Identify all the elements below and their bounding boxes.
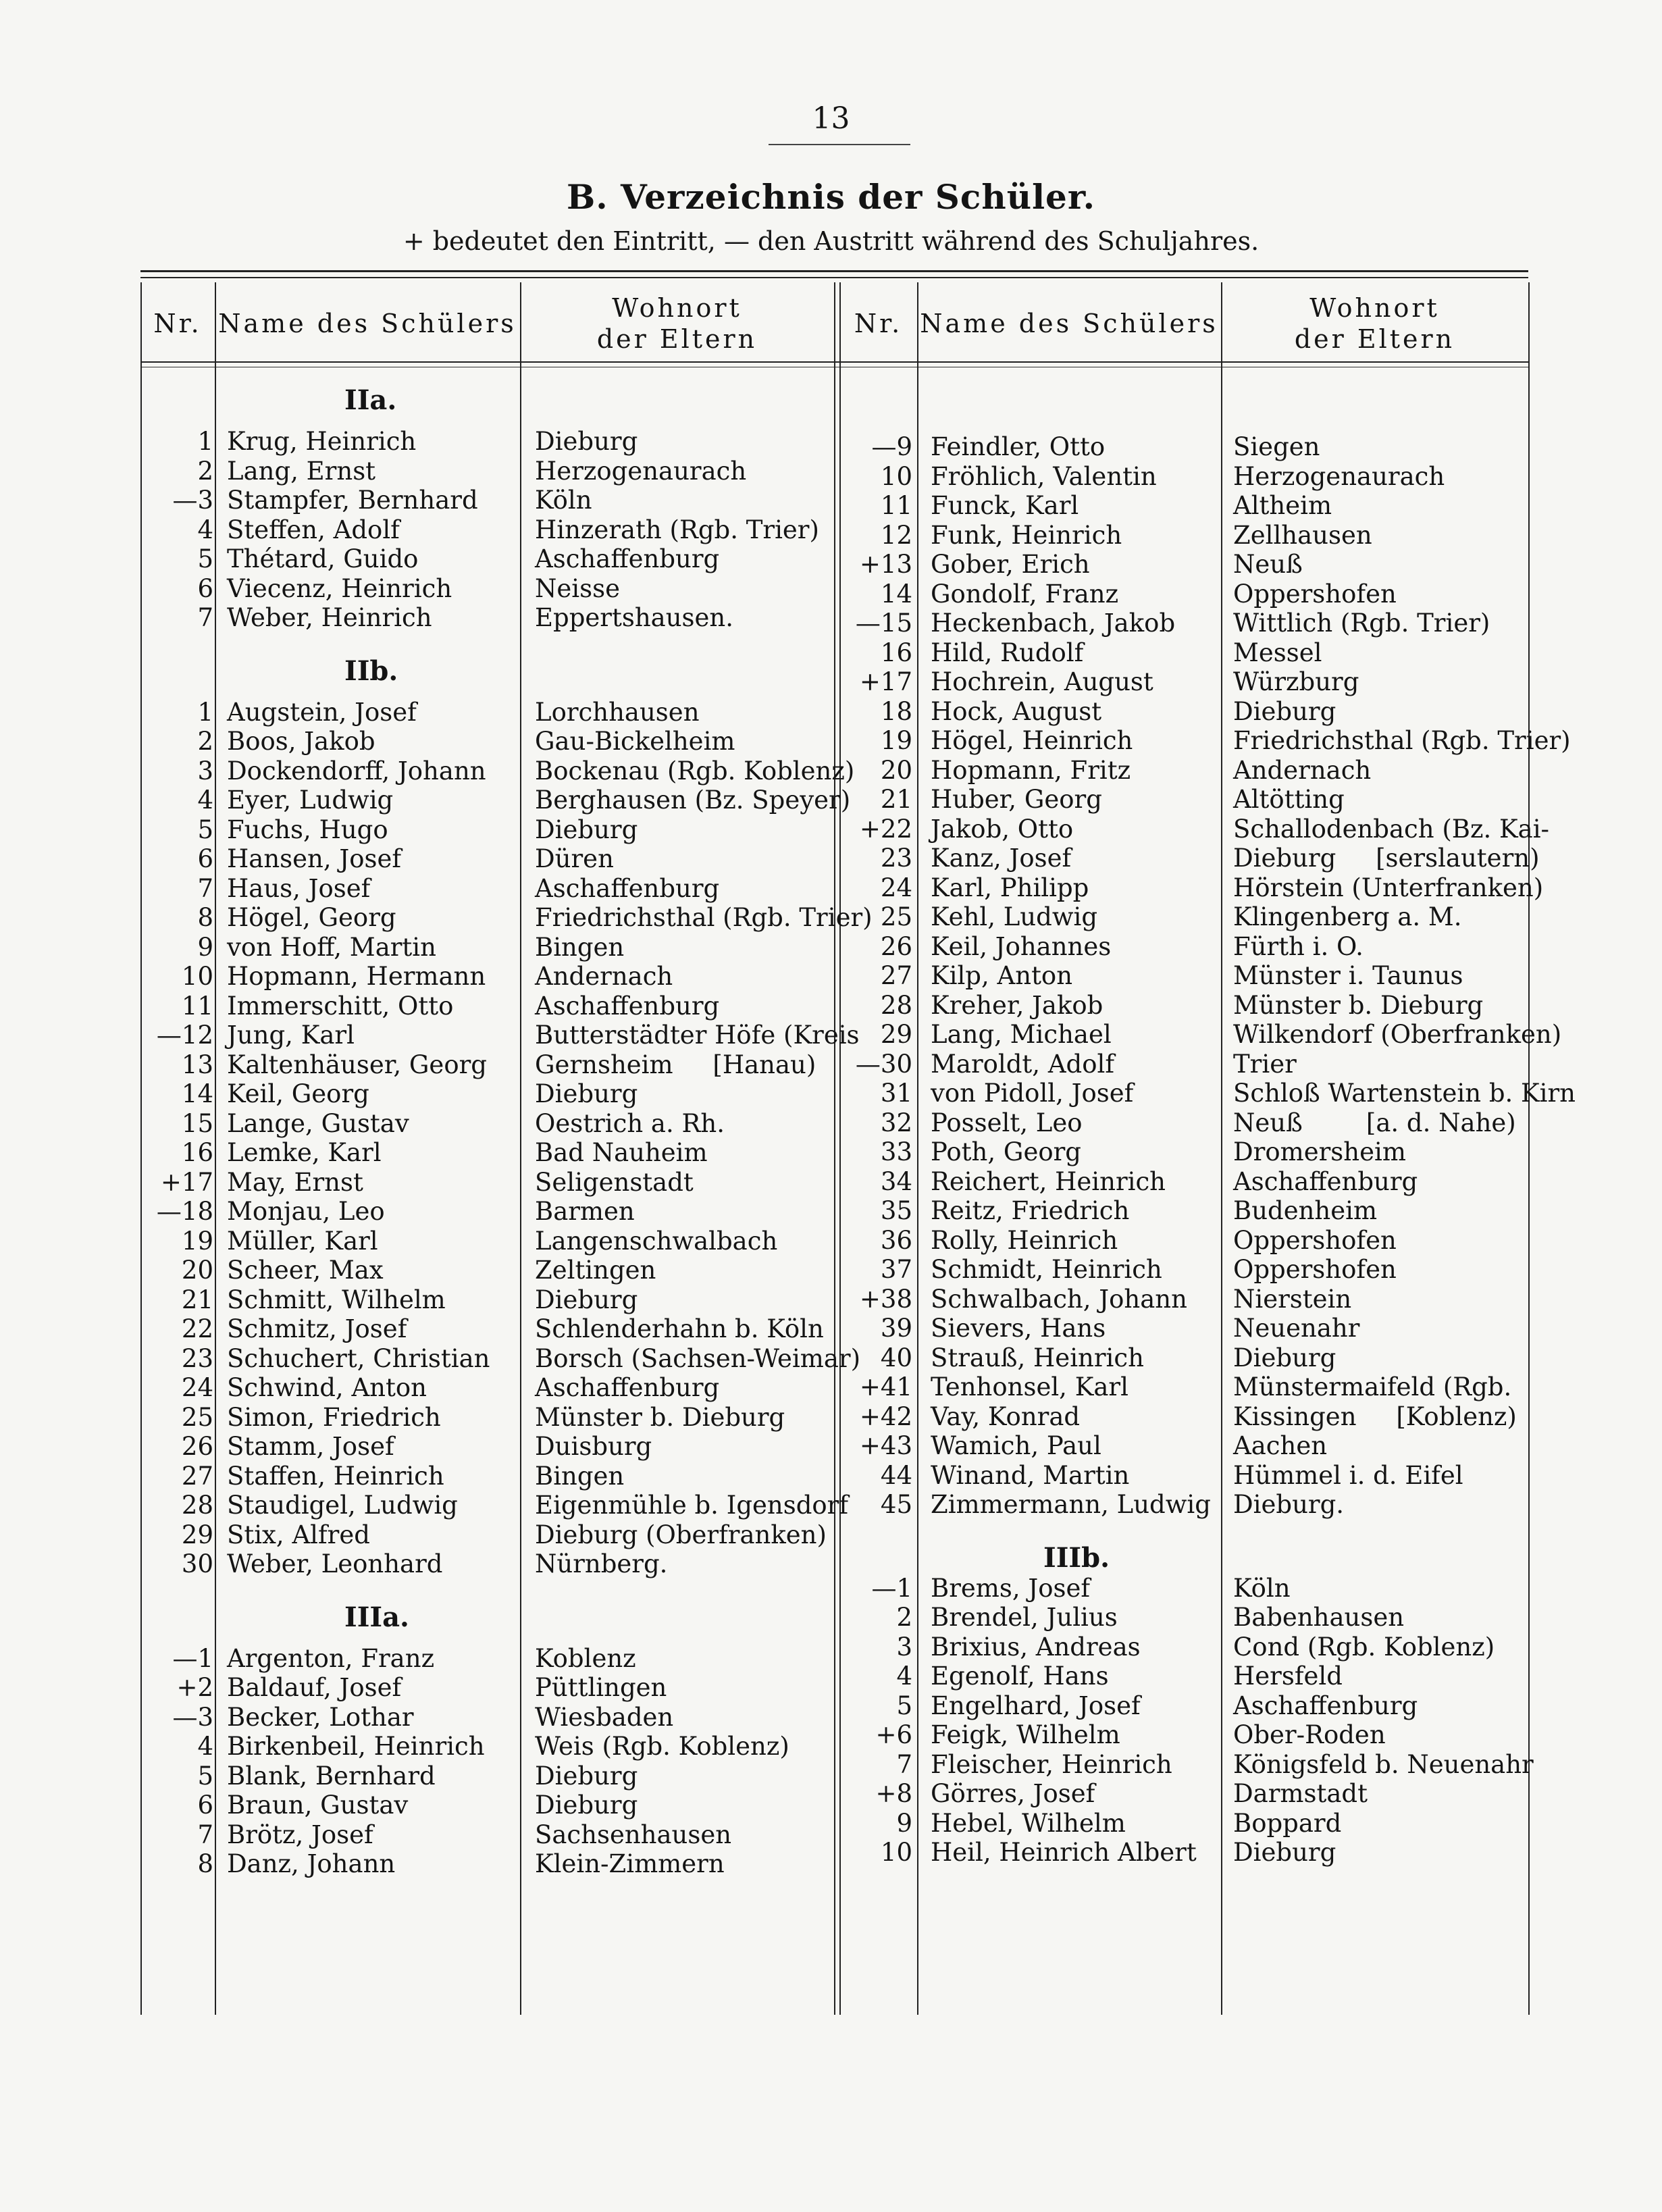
header-wohnort-right: Wohnort der Eltern [1294,293,1455,354]
row-number: 27 [181,1461,213,1491]
header-name-right: Name des Schülers [920,309,1218,339]
row-number: 19 [880,726,912,755]
row-number: 5 [197,544,213,573]
student-name: Hopmann, Hermann [227,962,486,991]
row-number: 6 [197,844,213,873]
row-number: +43 [859,1431,912,1460]
parents-residence: Siegen [1233,432,1320,461]
row-number: 3 [197,756,213,786]
row-number: 3 [896,1632,912,1662]
row-number: 6 [197,1791,213,1820]
student-name: Brems, Josef [931,1573,1091,1603]
row-number: 24 [880,873,912,902]
student-name: Tenhonsel, Karl [931,1372,1128,1401]
parents-residence: Bingen [535,1461,625,1491]
parents-residence: Hümmel i. d. Eifel [1233,1460,1463,1490]
row-number: +13 [859,550,912,579]
row-number: +41 [859,1372,912,1401]
parents-residence: Duisburg [535,1432,652,1461]
student-name: Maroldt, Adolf [931,1049,1115,1079]
row-number: 15 [181,1108,213,1138]
row-number: 23 [880,844,912,873]
header-nr-right: Nr. [854,309,903,339]
student-name: Fleischer, Heinrich [931,1749,1172,1779]
row-number: 23 [181,1343,213,1373]
parents-residence: Klingenberg a. M. [1233,902,1462,931]
parents-residence: Dieburg (Oberfranken) [535,1520,827,1549]
row-number: 45 [880,1490,912,1519]
parents-residence: Königsfeld b. Neuenahr [1233,1749,1534,1779]
student-name: Jakob, Otto [931,814,1074,844]
student-name: Strauß, Heinrich [931,1343,1144,1372]
parents-residence: Bad Nauheim [535,1138,708,1167]
row-number: 2 [896,1603,912,1632]
row-number: 16 [181,1138,213,1167]
row-number: 5 [197,1761,213,1791]
student-name: Funk, Heinrich [931,520,1122,550]
student-name: Funck, Karl [931,491,1079,520]
student-name: Kehl, Ludwig [931,902,1098,931]
row-number: 20 [880,755,912,785]
parents-residence: Dieburg [serslautern) [1233,844,1540,873]
row-number: 29 [880,1020,912,1049]
student-name: Lang, Ernst [227,456,376,486]
student-name: Staudigel, Ludwig [227,1491,458,1520]
student-name: Jung, Karl [227,1021,355,1050]
student-name: Reitz, Friedrich [931,1196,1130,1225]
row-number: 5 [197,815,213,844]
row-number: 37 [880,1255,912,1284]
parents-residence: Neuß [1233,550,1303,579]
student-name: Simon, Friedrich [227,1402,441,1432]
student-name: Schuchert, Christian [227,1343,490,1373]
row-number: 39 [880,1314,912,1343]
parents-residence: Messel [1233,638,1322,667]
row-number: 7 [197,873,213,903]
parents-residence: Wiesbaden [535,1702,674,1732]
parents-residence: Münster b. Dieburg [535,1402,785,1432]
column-divider [1221,282,1222,2015]
row-number: 34 [880,1166,912,1196]
row-number: +6 [875,1720,912,1749]
row-number: 2 [197,456,213,486]
parents-residence: Ober-Roden [1233,1720,1386,1749]
page-number: 13 [812,101,850,136]
student-name: Sievers, Hans [931,1314,1106,1343]
parents-residence: Oppershofen [1233,579,1397,609]
parents-residence: Bockenau (Rgb. Koblenz) [535,756,855,786]
student-name: Kanz, Josef [931,844,1072,873]
parents-residence: Herzogenaurach [535,456,747,486]
student-name: Engelhard, Josef [931,1691,1141,1720]
header-name-left: Name des Schülers [218,309,517,339]
student-name: Wamich, Paul [931,1431,1101,1460]
parents-residence: Püttlingen [535,1673,667,1702]
student-name: Zimmermann, Ludwig [931,1490,1211,1519]
section-title: IIa. [344,384,397,416]
parents-residence: Weis (Rgb. Koblenz) [535,1732,789,1761]
header-wohnort-left: Wohnort der Eltern [596,293,758,354]
student-name: Fuchs, Hugo [227,815,388,844]
row-number: 4 [197,786,213,815]
parents-residence: Babenhausen [1233,1603,1405,1632]
row-number: 27 [880,961,912,990]
parents-residence: Langenschwalbach [535,1226,778,1256]
column-divider [834,282,835,2015]
student-name: Staffen, Heinrich [227,1461,444,1491]
row-number: 28 [880,990,912,1020]
student-name: von Hoff, Martin [227,932,436,962]
parents-residence: Dieburg. [1233,1490,1345,1519]
parents-residence: Aschaffenburg [535,873,720,903]
student-name: Huber, Georg [931,785,1102,814]
row-number: 9 [197,932,213,962]
parents-residence: Dieburg [535,815,638,844]
student-name: Schmitt, Wilhelm [227,1285,446,1314]
student-name: Keil, Georg [227,1079,369,1108]
row-number: 13 [181,1050,213,1079]
student-name: Reichert, Heinrich [931,1166,1166,1196]
section-title: IIIb. [1043,1541,1110,1574]
student-name: Kaltenhäuser, Georg [227,1050,487,1079]
row-number: 31 [880,1079,912,1108]
student-name: Schwalbach, Johann [931,1284,1187,1314]
parents-residence: Altheim [1233,491,1332,520]
parents-residence: Münster b. Dieburg [1233,990,1484,1020]
page-number-rule [769,144,910,145]
parents-residence: Dieburg [535,1791,638,1820]
student-name: Viecenz, Heinrich [227,573,452,603]
parents-residence: Oppershofen [1233,1225,1397,1255]
row-number: 19 [181,1226,213,1256]
student-name: Stix, Alfred [227,1520,370,1549]
row-number: 26 [181,1432,213,1461]
student-name: Brötz, Josef [227,1820,373,1849]
parents-residence: Cond (Rgb. Koblenz) [1233,1632,1495,1662]
student-name: Lange, Gustav [227,1108,409,1138]
parents-residence: Köln [535,486,592,515]
student-name: Krug, Heinrich [227,427,417,456]
parents-residence: Darmstadt [1233,1779,1368,1808]
row-number: 11 [880,491,912,520]
row-number: 9 [896,1808,912,1838]
parents-residence: Friedrichsthal (Rgb. Trier) [535,903,873,932]
row-number: +17 [160,1167,213,1197]
student-name: Stamm, Josef [227,1432,394,1461]
row-number: 21 [181,1285,213,1314]
parents-residence: Aschaffenburg [1233,1166,1418,1196]
student-name: Poth, Georg [931,1137,1081,1166]
parents-residence: Boppard [1233,1808,1342,1838]
student-name: Thétard, Guido [227,544,419,573]
parents-residence: Neuenahr [1233,1314,1360,1343]
parents-residence: Schallodenbach (Bz. Kai- [1233,814,1550,844]
student-name: Heil, Heinrich Albert [931,1838,1197,1867]
parents-residence: Trier [1233,1049,1297,1079]
student-name: Schmidt, Heinrich [931,1255,1162,1284]
parents-residence: Münstermaifeld (Rgb. [1233,1372,1512,1401]
parents-residence: Hersfeld [1233,1662,1343,1691]
row-number: 4 [197,1732,213,1761]
row-number: +8 [875,1779,912,1808]
parents-residence: Lorchhausen [535,697,700,727]
table-top-rule [140,270,1528,272]
row-number: 4 [896,1662,912,1691]
parents-residence: Bingen [535,932,625,962]
row-number: +38 [859,1284,912,1314]
student-name: Boos, Jakob [227,727,375,756]
row-number: 18 [880,696,912,726]
student-name: Blank, Bernhard [227,1761,436,1791]
parents-residence: Dieburg [1233,1838,1336,1867]
row-number: +17 [859,667,912,696]
row-number: +42 [859,1401,912,1431]
student-name: May, Ernst [227,1167,363,1197]
student-name: Braun, Gustav [227,1791,409,1820]
row-number: 22 [181,1314,213,1343]
parents-residence: Dieburg [535,427,638,456]
row-number: 28 [181,1491,213,1520]
column-divider [520,282,521,2015]
parents-residence: Herzogenaurach [1233,461,1445,491]
parents-residence: Aschaffenburg [535,991,720,1021]
row-number: +2 [176,1673,213,1702]
student-name: Winand, Martin [931,1460,1130,1490]
parents-residence: Köln [1233,1573,1291,1603]
parents-residence: Gernsheim [Hanau) [535,1050,816,1079]
parents-residence: Klein-Zimmern [535,1849,725,1878]
parents-residence: Barmen [535,1197,635,1226]
student-name: Hochrein, August [931,667,1153,696]
row-number: 30 [181,1549,213,1578]
row-number: 1 [197,697,213,727]
legend-text: + bedeutet den Eintritt, — den Austritt während des Schuljahres. [402,226,1260,256]
header-nr-left: Nr. [153,309,202,339]
student-name: Högel, Georg [227,903,396,932]
row-number: 26 [880,931,912,961]
row-number: 2 [197,727,213,756]
student-name: Kreher, Jakob [931,990,1103,1020]
student-name: Hopmann, Fritz [931,755,1131,785]
row-number: 8 [197,903,213,932]
student-name: Gober, Erich [931,550,1090,579]
student-name: Brendel, Julius [931,1603,1118,1632]
section-title: IIb. [344,654,398,687]
parents-residence: Schlenderhahn b. Köln [535,1314,824,1343]
parents-residence: Berghausen (Bz. Speyer) [535,786,851,815]
parents-residence: Zeltingen [535,1256,656,1285]
parents-residence: Neisse [535,573,620,603]
student-name: Schwind, Anton [227,1373,427,1402]
student-name: Becker, Lothar [227,1702,414,1732]
row-number: —3 [172,486,213,515]
row-number: 8 [197,1849,213,1878]
column-divider [215,282,216,2015]
parents-residence: Dromersheim [1233,1137,1406,1166]
row-number: —3 [172,1702,213,1732]
student-name: Heckenbach, Jakob [931,609,1176,638]
student-name: Posselt, Leo [931,1108,1083,1137]
row-number: 14 [880,579,912,609]
row-number: 5 [896,1691,912,1720]
row-number: 6 [197,573,213,603]
row-number: +22 [859,814,912,844]
row-number: 11 [181,991,213,1021]
parents-residence: Kissingen [Koblenz) [1233,1401,1517,1431]
row-number: —18 [156,1197,213,1226]
row-number: 4 [197,515,213,544]
row-number: 44 [880,1460,912,1490]
student-name: Hebel, Wilhelm [931,1808,1126,1838]
parents-residence: Zellhausen [1233,520,1372,550]
row-number: 33 [880,1137,912,1166]
student-name: Hock, August [931,696,1102,726]
parents-residence: Schloß Wartenstein b. Kirn [1233,1079,1576,1108]
parents-residence: Gau-Bickelheim [535,727,735,756]
student-name: von Pidoll, Josef [931,1079,1134,1108]
student-name: Steffen, Adolf [227,515,400,544]
student-name: Gondolf, Franz [931,579,1119,609]
parents-residence: Münster i. Taunus [1233,961,1463,990]
student-name: Monjau, Leo [227,1197,385,1226]
parents-residence: Nürnberg. [535,1549,668,1578]
parents-residence: Hinzerath (Rgb. Trier) [535,515,819,544]
parents-residence: Wittlich (Rgb. Trier) [1233,609,1490,638]
row-number: —15 [855,609,912,638]
parents-residence: Friedrichsthal (Rgb. Trier) [1233,726,1571,755]
student-name: Rolly, Heinrich [931,1225,1118,1255]
parents-residence: Dieburg [535,1761,638,1791]
row-number: —1 [172,1643,213,1673]
student-name: Immerschitt, Otto [227,991,454,1021]
parents-residence: Oppershofen [1233,1255,1397,1284]
row-number: 7 [197,603,213,632]
page-title: B. Verzeichnis der Schüler. [566,177,1096,217]
student-name: Scheer, Max [227,1256,384,1285]
row-number: 24 [181,1373,213,1402]
student-name: Keil, Johannes [931,931,1112,961]
parents-residence: Budenheim [1233,1196,1378,1225]
row-number: 7 [896,1749,912,1779]
row-number: 35 [880,1196,912,1225]
student-name: Weber, Heinrich [227,603,432,632]
parents-residence: Aschaffenburg [1233,1691,1418,1720]
row-number: —12 [156,1021,213,1050]
student-name: Augstein, Josef [227,697,417,727]
row-number: 10 [880,461,912,491]
row-number: 25 [880,902,912,931]
parents-residence: Aschaffenburg [535,544,720,573]
student-name: Müller, Karl [227,1226,378,1256]
parents-residence: Aschaffenburg [535,1373,720,1402]
parents-residence: Seligenstadt [535,1167,694,1197]
row-number: —30 [855,1049,912,1079]
student-name: Stampfer, Bernhard [227,486,478,515]
column-divider [917,282,918,2015]
parents-residence: Dieburg [535,1079,638,1108]
student-name: Hansen, Josef [227,844,402,873]
student-name: Eyer, Ludwig [227,786,394,815]
student-name: Schmitz, Josef [227,1314,407,1343]
row-number: 14 [181,1079,213,1108]
table-top-rule-inner [140,277,1528,278]
student-name: Feigk, Wilhelm [931,1720,1120,1749]
row-number: 1 [197,427,213,456]
parents-residence: Sachsenhausen [535,1820,732,1849]
student-name: Feindler, Otto [931,432,1106,461]
student-name: Hild, Rudolf [931,638,1084,667]
row-number: —1 [871,1573,912,1603]
section-title: IIIa. [344,1601,409,1633]
parents-residence: Andernach [535,962,673,991]
parents-residence: Nierstein [1233,1284,1352,1314]
parents-residence: Aachen [1233,1431,1328,1460]
student-name: Weber, Leonhard [227,1549,443,1578]
parents-residence: Oestrich a. Rh. [535,1108,725,1138]
parents-residence: Koblenz [535,1643,636,1673]
parents-residence: Eppertshausen. [535,603,734,632]
parents-residence: Borsch (Sachsen-Weimar) [535,1343,861,1373]
student-name: Baldauf, Josef [227,1673,402,1702]
parents-residence: Butterstädter Höfe (Kreis [535,1021,860,1050]
row-number: 16 [880,638,912,667]
parents-residence: Neuß [a. d. Nahe) [1233,1108,1516,1137]
student-name: Haus, Josef [227,873,371,903]
parents-residence: Würzburg [1233,667,1359,696]
student-name: Argenton, Franz [227,1643,435,1673]
student-name: Birkenbeil, Heinrich [227,1732,485,1761]
row-number: 10 [181,962,213,991]
parents-residence: Dieburg [1233,696,1336,726]
student-name: Högel, Heinrich [931,726,1133,755]
parents-residence: Wilkendorf (Oberfranken) [1233,1020,1562,1049]
parents-residence: Andernach [1233,755,1372,785]
student-name: Egenolf, Hans [931,1662,1109,1691]
row-number: 20 [181,1256,213,1285]
parents-residence: Dieburg [1233,1343,1336,1372]
student-name: Brixius, Andreas [931,1632,1141,1662]
parents-residence: Altötting [1233,785,1345,814]
row-number: 21 [880,785,912,814]
student-name: Görres, Josef [931,1779,1095,1808]
parents-residence: Hörstein (Unterfranken) [1233,873,1544,902]
student-name: Fröhlich, Valentin [931,461,1157,491]
student-name: Karl, Philipp [931,873,1089,902]
row-number: 10 [880,1838,912,1867]
student-name: Kilp, Anton [931,961,1073,990]
row-number: 40 [880,1343,912,1372]
student-name: Lemke, Karl [227,1138,382,1167]
row-number: 25 [181,1402,213,1432]
parents-residence: Dieburg [535,1285,638,1314]
row-number: 7 [197,1820,213,1849]
parents-residence: Düren [535,844,614,873]
parents-residence: Fürth i. O. [1233,931,1364,961]
row-number: 12 [880,520,912,550]
student-name: Lang, Michael [931,1020,1112,1049]
parents-residence: Eigenmühle b. Igensdorf [535,1491,849,1520]
student-name: Vay, Konrad [931,1401,1081,1431]
student-name: Dockendorff, Johann [227,756,486,786]
row-number: 29 [181,1520,213,1549]
row-number: —9 [871,432,912,461]
row-number: 32 [880,1108,912,1137]
student-name: Danz, Johann [227,1849,396,1878]
row-number: 36 [880,1225,912,1255]
